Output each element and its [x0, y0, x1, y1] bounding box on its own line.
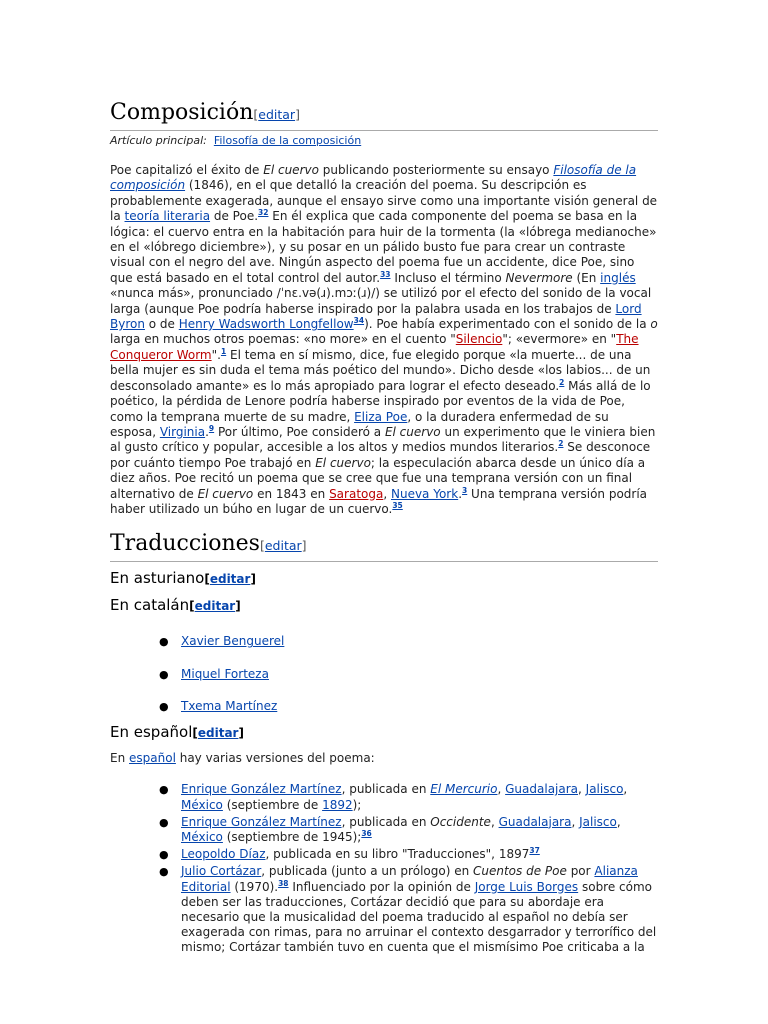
wiki-link[interactable]: El Mercurio [430, 782, 498, 797]
text-run: , publicada en su libro "Traducciones", 1897 [265, 847, 530, 862]
text-run: (septiembre de 1945); [222, 829, 362, 844]
text-run: , [497, 782, 506, 797]
text-run: , [490, 814, 499, 829]
text-run: ); [352, 797, 362, 812]
text-run: Más allá de lo poético, la pérdida de Lenore podría haberse inspirado por eventos de la vida de Poe, como la temprana muerte de su madre, [110, 378, 651, 424]
edit-link[interactable]: editar [258, 107, 296, 122]
reference-link[interactable]: 3 [462, 485, 468, 495]
text-run: ". [211, 347, 221, 362]
text-run: Una temprana versión podría haber utilizado un búho en lugar de un cuervo. [110, 486, 648, 516]
list-item [110, 847, 658, 862]
espanol-intro [110, 751, 658, 766]
subheading-catalan [110, 593, 658, 618]
subheading-title: En español [110, 722, 193, 741]
bullet-icon: ● [159, 848, 169, 862]
text-run: publicando posteriormente su ensayo [318, 163, 554, 177]
text-run: Incluso el término [390, 270, 506, 285]
text-run: . [205, 424, 209, 439]
wiki-link[interactable]: inglés [600, 270, 636, 285]
text-run: , publicada en [341, 782, 431, 797]
text-run: larga en muchos otros poemas: «no more» en el cuento " [110, 332, 456, 347]
wiki-link[interactable]: Virginia [159, 424, 206, 439]
reference-superscript [361, 829, 371, 838]
text-run: En él explica que cada componente del poema se basa en la lógica: el cuervo entra en la habitación para huir de la tormenta (la «lóbrega medianoche» en el «lóbrego diciembre»), y su posar en un pálido busto fue para crear un contraste visual con el negro del ave. Ningún aspecto del poema fue un accidente, dice Poe, sino que está basado en el total control del autor. [110, 209, 657, 285]
text-run: , [571, 814, 580, 829]
reference-link[interactable]: 2 [558, 439, 564, 449]
wiki-link[interactable]: The Conqueror Worm [110, 332, 639, 362]
reference-superscript [354, 316, 364, 325]
text-run: En [110, 750, 130, 765]
text-run: , [383, 486, 391, 501]
wiki-link[interactable]: Silencio [455, 332, 503, 347]
bullet-icon: ● [159, 667, 169, 681]
text-run: «nunca más», pronunciado /ˈnɛ.və(ɹ).mɔː(ɹ)/) se utilizó por el efecto del sonido de la vocal larga (aunque Poe podría haberse inspirado por la palabra usada en los trabajos de [110, 286, 652, 316]
subheading-title: En catalán [110, 596, 190, 615]
text-run: "; «evermore» en " [502, 332, 617, 347]
wiki-link[interactable]: teoría literaria [124, 209, 211, 224]
edit-section-link-wrapper: [editar] [189, 599, 241, 614]
list-item [110, 864, 658, 955]
bullet-icon: ● [159, 635, 169, 649]
wiki-link[interactable]: 1892 [322, 797, 353, 812]
text-run: en 1843 en [253, 486, 330, 501]
wiki-link[interactable]: Saratoga [329, 486, 384, 501]
text-run: Influenciado por la opinión de [288, 879, 475, 894]
translator-link[interactable]: Xavier Benguerel [181, 634, 285, 649]
wiki-link[interactable]: Jorge Luis Borges [474, 879, 579, 894]
text-run: hay varias versiones del poema: [175, 750, 375, 765]
text-run: , [578, 782, 586, 797]
text-run: o de [144, 317, 179, 332]
text-run: Se desconoce por cuánto tiempo Poe trabajó en [110, 440, 651, 470]
italic-text: El cuervo [197, 486, 254, 501]
text-run: , publicada (junto a un prólogo) en [261, 864, 473, 879]
italic-text: o [650, 317, 658, 332]
wiki-link[interactable]: español [129, 750, 176, 765]
section-title: Traducciones [110, 531, 260, 557]
edit-section-link-wrapper: [editar] [253, 107, 300, 122]
wiki-link[interactable]: Nueva York [390, 486, 459, 501]
edit-section-link-wrapper: [editar] [204, 572, 256, 587]
translator-link[interactable]: Miquel Forteza [181, 666, 269, 681]
list-item [110, 634, 658, 649]
text-run: ; la especulación abarca desde un único día a diez años. Poe recitó un poema que se cree que fue una temprana versión con un final alternativo de [110, 455, 646, 501]
section-title: Composición [110, 100, 254, 125]
subheading-asturiano [110, 566, 658, 591]
list-item [110, 782, 658, 812]
text-run: , [616, 814, 621, 829]
wiki-link[interactable]: México [181, 829, 223, 844]
wiki-link[interactable]: Guadalajara [505, 782, 579, 797]
list-item [110, 699, 658, 714]
text-run: ). Poe había experimentado con el sonido de la [364, 317, 651, 332]
wiki-link[interactable]: Enrique González Martínez [181, 782, 342, 797]
text-run: , [623, 782, 628, 797]
wiki-link[interactable]: Julio Cortázar [181, 864, 262, 879]
text-run: . [458, 486, 463, 501]
wiki-link[interactable]: Leopoldo Díaz [181, 847, 266, 862]
list-item [110, 815, 658, 845]
wiki-link[interactable]: Alianza Editorial [181, 864, 638, 894]
edit-section-link-wrapper: [editar] [192, 725, 244, 740]
wiki-link[interactable]: Henry Wadsworth Longfellow [178, 317, 354, 332]
text-run: por [566, 864, 595, 879]
espanol-translations-list [110, 782, 658, 955]
text-run: Poe capitalizó el éxito de [110, 163, 264, 177]
list-item [110, 667, 658, 682]
wiki-link[interactable]: Lord Byron [110, 301, 642, 332]
reference-superscript [258, 208, 268, 217]
main-article-prefix: Artículo principal: [110, 134, 207, 147]
text-run: , o la duradera enfermedad de su esposa, [110, 409, 609, 439]
reference-superscript [278, 879, 288, 888]
catalan-translators-list [110, 634, 658, 714]
text-run: (septiembre de [222, 797, 323, 812]
reference-link[interactable]: 36 [361, 828, 372, 838]
text-run: (1970). [230, 879, 279, 894]
italic-text: Occidente [430, 814, 491, 829]
bullet-icon: ● [159, 783, 169, 797]
reference-link[interactable]: 35 [392, 500, 403, 510]
article-content [110, 98, 658, 958]
text-run: (En [572, 270, 601, 285]
main-article-link[interactable]: Filosofía de la composición [213, 134, 362, 147]
text-run: , publicada en [341, 814, 431, 829]
main-article-note [110, 134, 658, 147]
italic-text: El cuervo [263, 163, 319, 177]
text-run: de Poe. [210, 209, 259, 224]
text-run: sobre cómo deben ser las traducciones, Cortázar decidió que para su abordaje era necesario que la musicalidad del poema traducido al español no debía ser exagerada con rimas, para no arruinar el contexto desgarrador y terrorífico del mismo; Cortázar también tuvo en cuenta que el mismísimo Poe criticaba a la [181, 879, 657, 955]
bullet-icon: ● [159, 699, 169, 713]
reference-link[interactable]: 2 [559, 377, 565, 387]
reference-link[interactable]: 38 [278, 878, 289, 888]
wiki-link[interactable]: Jalisco [585, 782, 624, 797]
italic-text: El cuervo [384, 424, 441, 439]
wiki-link[interactable]: México [181, 797, 223, 812]
wiki-link[interactable]: Enrique González Martínez [181, 814, 342, 829]
bullet-icon: ● [159, 815, 169, 829]
reference-link[interactable]: 37 [529, 846, 540, 856]
reference-link[interactable]: 34 [353, 316, 365, 326]
wiki-link[interactable]: Filosofía de la composición [110, 163, 637, 193]
edit-link[interactable]: editar [264, 538, 302, 554]
edit-link[interactable]: editar [209, 572, 251, 587]
text-run: un experimento que le viniera bien al gusto crítico y popular, accesible a los altos y medios mundos literarios. [110, 424, 656, 455]
edit-link[interactable]: editar [197, 725, 239, 740]
text-run: (1846), en el que detalló la creación del poema. Su descripción es probablemente exagerada, aunque el ensayo sirve como una importante visión general de la [110, 178, 658, 224]
subheading-espanol [110, 720, 658, 745]
reference-superscript [392, 501, 402, 510]
wiki-link[interactable]: Guadalajara [498, 814, 572, 829]
reference-link[interactable]: 32 [258, 208, 269, 218]
reference-superscript [380, 270, 390, 279]
edit-link[interactable]: editar [194, 599, 236, 614]
translator-link[interactable]: Txema Martínez [181, 698, 278, 713]
subheading-title: En asturiano [110, 569, 205, 588]
reference-link[interactable]: 1 [220, 346, 227, 356]
wiki-link[interactable]: Jalisco [579, 814, 617, 829]
italic-text: Nevermore [505, 270, 573, 285]
reference-superscript [529, 846, 539, 855]
text-run: El tema en sí mismo, dice, fue elegido porque «la muerte... de una bella mujer es sin duda el tema más poético del mundo». Dicho desde «los labios... de un desconsolado amante» es lo más apropiado para lograr el efecto deseado. [110, 347, 651, 393]
composicion-paragraph [110, 163, 658, 517]
wiki-link[interactable]: Eliza Poe [354, 409, 408, 424]
reference-link[interactable]: 9 [208, 423, 215, 433]
bullet-icon: ● [159, 865, 169, 879]
italic-text: Cuentos de Poe [473, 864, 567, 879]
text-run: Por último, Poe consideró a [214, 424, 385, 439]
section-heading-traducciones [110, 529, 658, 562]
reference-link[interactable]: 33 [380, 269, 391, 279]
section-heading-composicion [110, 98, 658, 131]
edit-section-link-wrapper: [editar] [259, 538, 307, 554]
italic-text: El cuervo [315, 455, 371, 470]
